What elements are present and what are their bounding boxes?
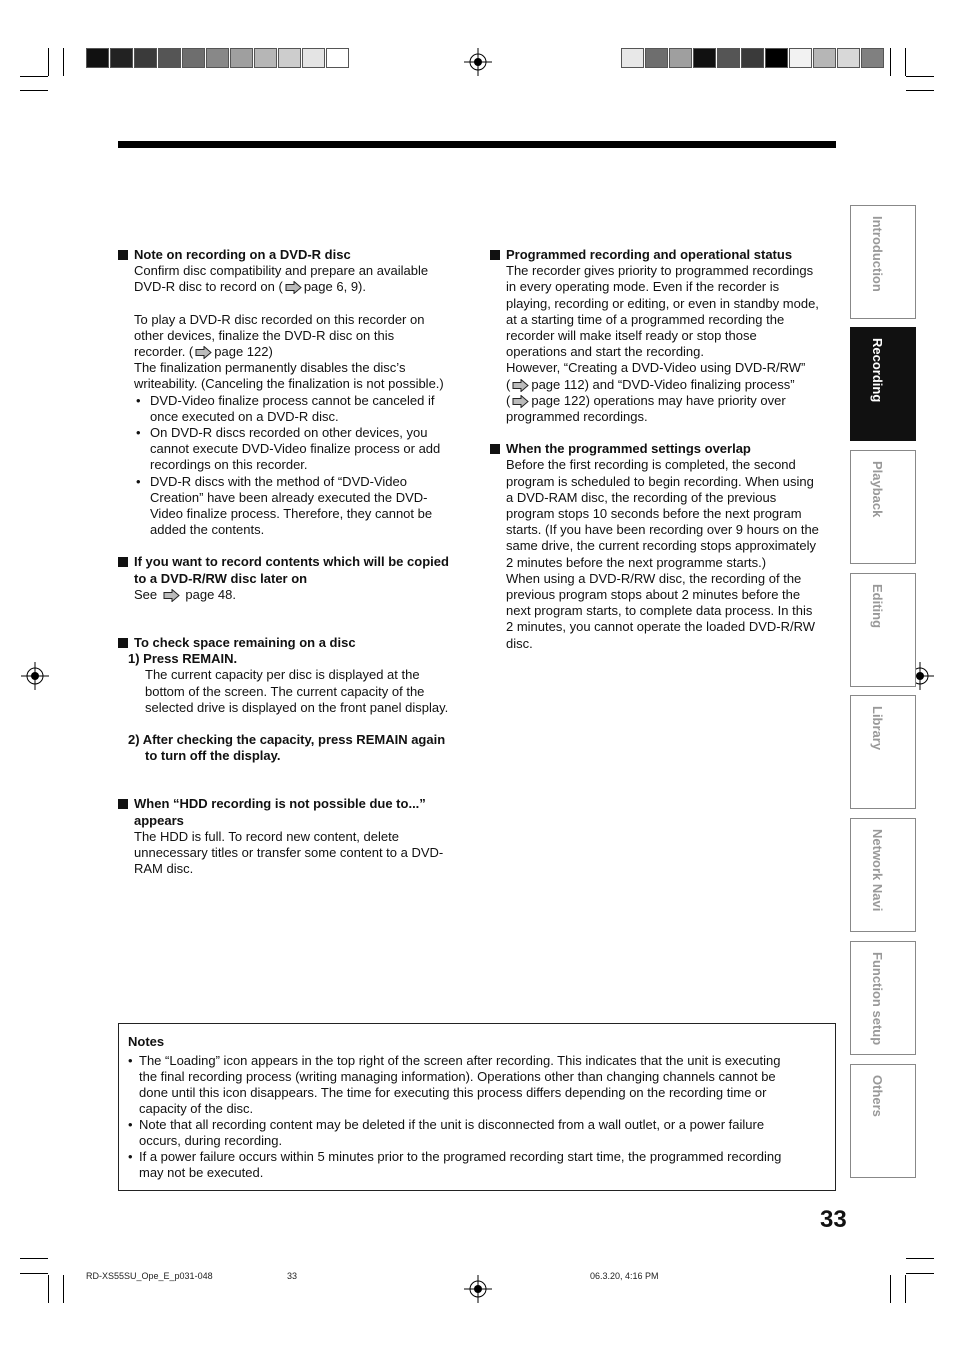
- text-line: operations and start the recording.: [506, 344, 705, 360]
- color-swatch: [645, 48, 668, 68]
- footer-page: 33: [287, 1271, 298, 1281]
- text-line: other devices, finalize the DVD-R disc on this: [134, 327, 395, 343]
- square-bullet-icon: [118, 799, 128, 809]
- text-line: previous program stops about 2 minutes before the: [506, 587, 801, 603]
- color-swatch: [134, 48, 157, 68]
- color-swatch: [158, 48, 181, 68]
- square-bullet-icon: [490, 250, 500, 260]
- crop-mark: [906, 90, 934, 91]
- color-swatch: [278, 48, 301, 68]
- color-swatch: [254, 48, 277, 68]
- page-ref-arrow-icon: [163, 589, 180, 602]
- text-line: starts. (If you have been recording over 9 hours on the: [506, 522, 819, 538]
- crop-mark: [890, 1275, 891, 1303]
- bullet-dot: •: [128, 1053, 133, 1068]
- right-column: [490, 247, 842, 652]
- color-swatch: [621, 48, 644, 68]
- crop-mark: [905, 48, 906, 76]
- crop-mark: [63, 1275, 64, 1303]
- text-line: To play a DVD-R disc recorded on this recorder on: [134, 311, 425, 327]
- color-swatch: [182, 48, 205, 68]
- bullet-dot: •: [136, 425, 141, 441]
- square-bullet-icon: [118, 250, 128, 260]
- text-line: The recorder gives priority to programmed recordings: [506, 263, 814, 279]
- text-line: The finalization permanently disables the disc’s: [134, 360, 406, 376]
- crop-mark: [906, 1273, 934, 1274]
- text-line: RAM disc.: [134, 861, 194, 877]
- crop-mark: [48, 48, 49, 76]
- bullet-item: • DVD-R discs with the method of “DVD-Video Creation” have been already executed the DVD- Video finalize process. Therefore, they cannot be added the contents.: [136, 473, 433, 538]
- page-ref-arrow-icon: [512, 395, 529, 408]
- text-line: programmed recordings.: [506, 409, 648, 425]
- note-item: • Note that all recording content may be deleted if the unit is disconnected from a wall outlet, or a power failure occurs, during recording.: [128, 1117, 765, 1148]
- section-heading-copy-later: If you want to record contents which will be copied: [118, 554, 478, 570]
- footer-date: 06.3.20, 4:16 PM: [590, 1271, 659, 1281]
- crop-mark: [20, 1273, 48, 1274]
- text-line: writeability. (Canceling the finalization is not possible.): [134, 376, 444, 392]
- registration-mark-icon: [464, 1275, 492, 1303]
- note-item: • If a power failure occurs within 5 minutes prior to the programed recording start time, the programmed recording may not be executed.: [128, 1149, 782, 1180]
- color-swatch: [789, 48, 812, 68]
- bullet-dot: •: [128, 1149, 133, 1164]
- bullet-dot: •: [136, 473, 141, 489]
- color-swatch: [837, 48, 860, 68]
- color-swatch: [693, 48, 716, 68]
- registration-mark-icon: [21, 662, 49, 690]
- crop-mark: [906, 1258, 934, 1259]
- text-line: bottom of the screen. The current capacity of the: [145, 683, 425, 699]
- crop-mark: [20, 76, 48, 77]
- notes-title: Notes: [128, 1034, 165, 1049]
- bullet-dot: •: [136, 392, 141, 408]
- tab-introduction[interactable]: Introduction: [850, 205, 916, 319]
- crop-mark: [63, 48, 64, 76]
- text-line: When using a DVD-R/RW disc, the recording of the: [506, 570, 802, 586]
- color-swatch: [813, 48, 836, 68]
- page-ref-arrow-icon: [285, 281, 302, 294]
- color-swatch: [302, 48, 325, 68]
- text-line: program stops 10 seconds before the next program: [506, 506, 802, 522]
- notes-box: [118, 1023, 836, 1191]
- text-line: disc.: [506, 635, 533, 651]
- color-swatch: [206, 48, 229, 68]
- square-bullet-icon: [118, 638, 128, 648]
- page-number: 33: [820, 1206, 847, 1233]
- crop-mark: [20, 90, 48, 91]
- text-line-with-ref: ( page 112) and “DVD-Video finalizing process”: [506, 376, 795, 392]
- text-line: 2 minutes before the next programme starts.): [506, 554, 767, 570]
- step-1: 1) Press REMAIN.: [128, 651, 238, 667]
- text-line: Confirm disc compatibility and prepare an available: [134, 263, 429, 279]
- text-line: selected drive is displayed on the front panel display.: [145, 699, 449, 715]
- color-swatch: [110, 48, 133, 68]
- text-line: at a starting time of a programmed recording the: [506, 311, 785, 327]
- step-2: 2) After checking the capacity, press REMAIN again: [128, 732, 446, 748]
- step-2-cont: to turn off the display.: [145, 748, 281, 764]
- section-heading-dvdr-note: Note on recording on a DVD-R disc: [118, 247, 478, 263]
- text-line: The HDD is full. To record new content, delete: [134, 828, 399, 844]
- text-line-with-ref: DVD-R disc to record on ( page 6, 9).: [134, 279, 366, 295]
- bullet-item: • DVD-Video finalize process cannot be canceled if once executed on a DVD-R disc.: [136, 392, 435, 424]
- page-ref-arrow-icon: [195, 346, 212, 359]
- footer-filename: RD-XS55SU_Ope_E_p031-048: [86, 1271, 213, 1281]
- color-swatch: [765, 48, 788, 68]
- color-swatch: [861, 48, 884, 68]
- text-line-with-ref: ( page 122) operations may have priority over: [506, 392, 786, 408]
- color-swatch: [326, 48, 349, 68]
- color-swatch: [717, 48, 740, 68]
- color-swatch: [669, 48, 692, 68]
- text-line-with-ref: recorder. ( page 122): [134, 344, 273, 360]
- tab-playback[interactable]: Playback: [850, 450, 916, 564]
- section-heading-line: appears: [134, 812, 184, 828]
- crop-mark: [48, 1275, 49, 1303]
- registration-mark-icon: [464, 48, 492, 76]
- text-line: a DVD-RAM disc, the recording of the previous: [506, 489, 777, 505]
- tab-recording[interactable]: Recording: [850, 327, 916, 441]
- color-swatch-strip-left: [86, 48, 350, 68]
- crop-mark: [20, 1258, 48, 1259]
- tab-others[interactable]: Others: [850, 1064, 916, 1178]
- text-line: Before the first recording is completed, the second: [506, 457, 796, 473]
- section-heading-line: to a DVD-R/RW disc later on: [134, 570, 308, 586]
- bullet-item: • On DVD-R discs recorded on other devices, you cannot execute DVD-Video finalize process or add recordings on this recorder.: [136, 425, 441, 473]
- color-swatch: [86, 48, 109, 68]
- text-line: next program starts, to complete data process. In this: [506, 603, 813, 619]
- text-line: The current capacity per disc is displayed at the: [145, 667, 420, 683]
- color-swatch: [741, 48, 764, 68]
- section-heading-programmed-status: Programmed recording and operational status: [490, 247, 842, 263]
- color-swatch: [230, 48, 253, 68]
- section-heading-check-space: To check space remaining on a disc: [118, 635, 478, 651]
- text-line: in every operating mode. Even if the recorder is: [506, 279, 780, 295]
- color-swatch-strip-right: [621, 48, 885, 68]
- text-line: 2 minutes, you cannot operate the loaded DVD-R/RW: [506, 619, 816, 635]
- tab-editing[interactable]: Editing: [850, 573, 916, 687]
- crop-mark: [906, 76, 934, 77]
- tab-library[interactable]: Library: [850, 695, 916, 809]
- text-line: However, “Creating a DVD-Video using DVD-R/RW”: [506, 360, 806, 376]
- bullet-dot: •: [128, 1117, 133, 1132]
- section-heading-overlap: When the programmed settings overlap: [490, 441, 842, 457]
- text-line: program is scheduled to begin recording. When using: [506, 473, 814, 489]
- text-line: playing, recording or editing, or even in standby mode,: [506, 295, 819, 311]
- square-bullet-icon: [490, 444, 500, 454]
- note-item: • The “Loading” icon appears in the top right of the screen after recording. This indicates that the unit is executing the final recording process (writing managing information). Operations other than changing channels cannot be done until this icon disappears. The time for executing this process differs depending on the recording time or capacity of the disc.: [128, 1053, 781, 1116]
- header-rule: [118, 141, 836, 148]
- section-heading-hdd-full: When “HDD recording is not possible due to...”: [118, 796, 478, 812]
- page-ref-arrow-icon: [512, 379, 529, 392]
- square-bullet-icon: [118, 557, 128, 567]
- text-line-with-ref: See page 48.: [134, 586, 236, 602]
- text-line: unnecessary titles or transfer some content to a DVD-: [134, 845, 444, 861]
- notes-list: [128, 1053, 818, 1181]
- tab-function-setup[interactable]: Function setup: [850, 941, 916, 1055]
- text-line: same drive, the current recording stops approximately: [506, 538, 816, 554]
- crop-mark: [905, 1275, 906, 1303]
- tab-network-navi[interactable]: Network Navi: [850, 818, 916, 932]
- crop-mark: [890, 48, 891, 76]
- left-column: [118, 247, 478, 878]
- text-line: recorder will make itself ready or stop those: [506, 328, 757, 344]
